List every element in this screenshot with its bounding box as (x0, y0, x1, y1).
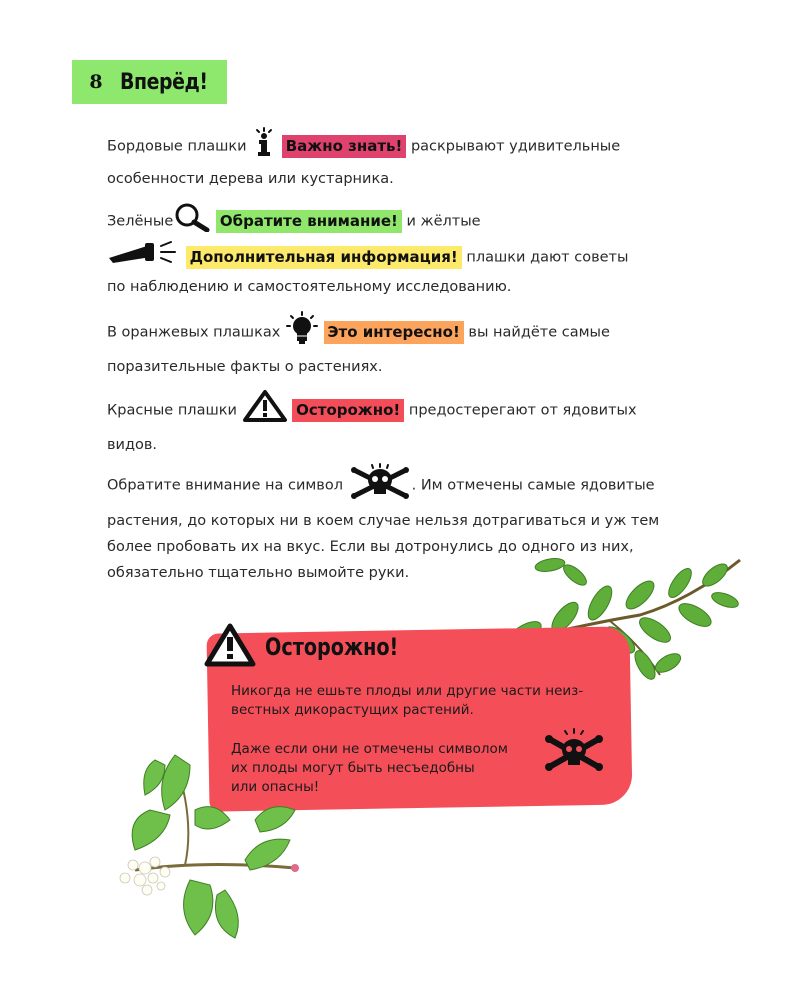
paragraph-interesting (107, 311, 707, 380)
text: и жёлтые (406, 213, 481, 230)
text: . Им отмечены самые ядовитые (411, 477, 655, 494)
text: особенности дерева или кустарника. (107, 171, 394, 187)
badge-extra-info: Дополнительная информация! (186, 246, 462, 269)
badge-attention: Обратите внимание! (216, 210, 402, 233)
warning-text-2: Даже если они не отмечены символом их плоды могут быть несъедобны или опасны! (231, 741, 508, 795)
skull-crossbones-icon (348, 463, 412, 508)
paragraph-careful (107, 389, 707, 458)
badge-important: Важно знать! (282, 135, 407, 158)
text: по наблюдению и самостоятельному исследованию. (107, 279, 512, 295)
text: плашки дают советы (466, 249, 629, 266)
text: В оранжевых плашках (107, 324, 281, 341)
badge-careful: Осторожно! (292, 399, 404, 422)
text: предостерегают от ядовитых (408, 402, 637, 419)
text: видов. (107, 437, 158, 453)
badge-interesting: Это интересно! (324, 321, 464, 344)
warning-triangle-icon (203, 622, 257, 672)
text: обязательно тщательно вымойте руки. (107, 565, 410, 581)
paragraph-attention (107, 202, 707, 300)
text: вы найдёте самые (468, 324, 610, 341)
paragraph-important (107, 127, 707, 192)
warning-text-1: Никогда не ешьте плоды или другие части неиз- вестных дикорастущих растений. (231, 683, 584, 718)
text: Зелёные (107, 213, 174, 230)
info-icon (251, 127, 277, 166)
flowering-branch-illustration (95, 740, 335, 940)
text: более пробовать их на вкус. Если вы дотронулись до одного из них, (107, 539, 634, 555)
text: Обратите внимание на символ (107, 477, 343, 494)
page-number: 8 (89, 71, 103, 93)
skull-crossbones-icon (543, 728, 605, 776)
warning-triangle-icon (242, 389, 288, 432)
magnifier-icon (173, 202, 211, 241)
warning-title-row (203, 622, 432, 672)
megaphone-icon (107, 241, 181, 274)
text: Красные плашки (107, 402, 237, 419)
chapter-header (72, 60, 227, 104)
text: Бордовые плашки (107, 138, 247, 155)
warning-title: Осторожно! (265, 633, 399, 661)
text: поразительные факты о растениях. (107, 359, 383, 375)
lightbulb-icon (285, 311, 319, 354)
chapter-title: Вперёд! (120, 69, 208, 95)
text: раскрывают удивительные (410, 138, 621, 155)
text: растения, до которых ни в коем случае нельзя дотрагиваться и уж тем (107, 513, 660, 529)
